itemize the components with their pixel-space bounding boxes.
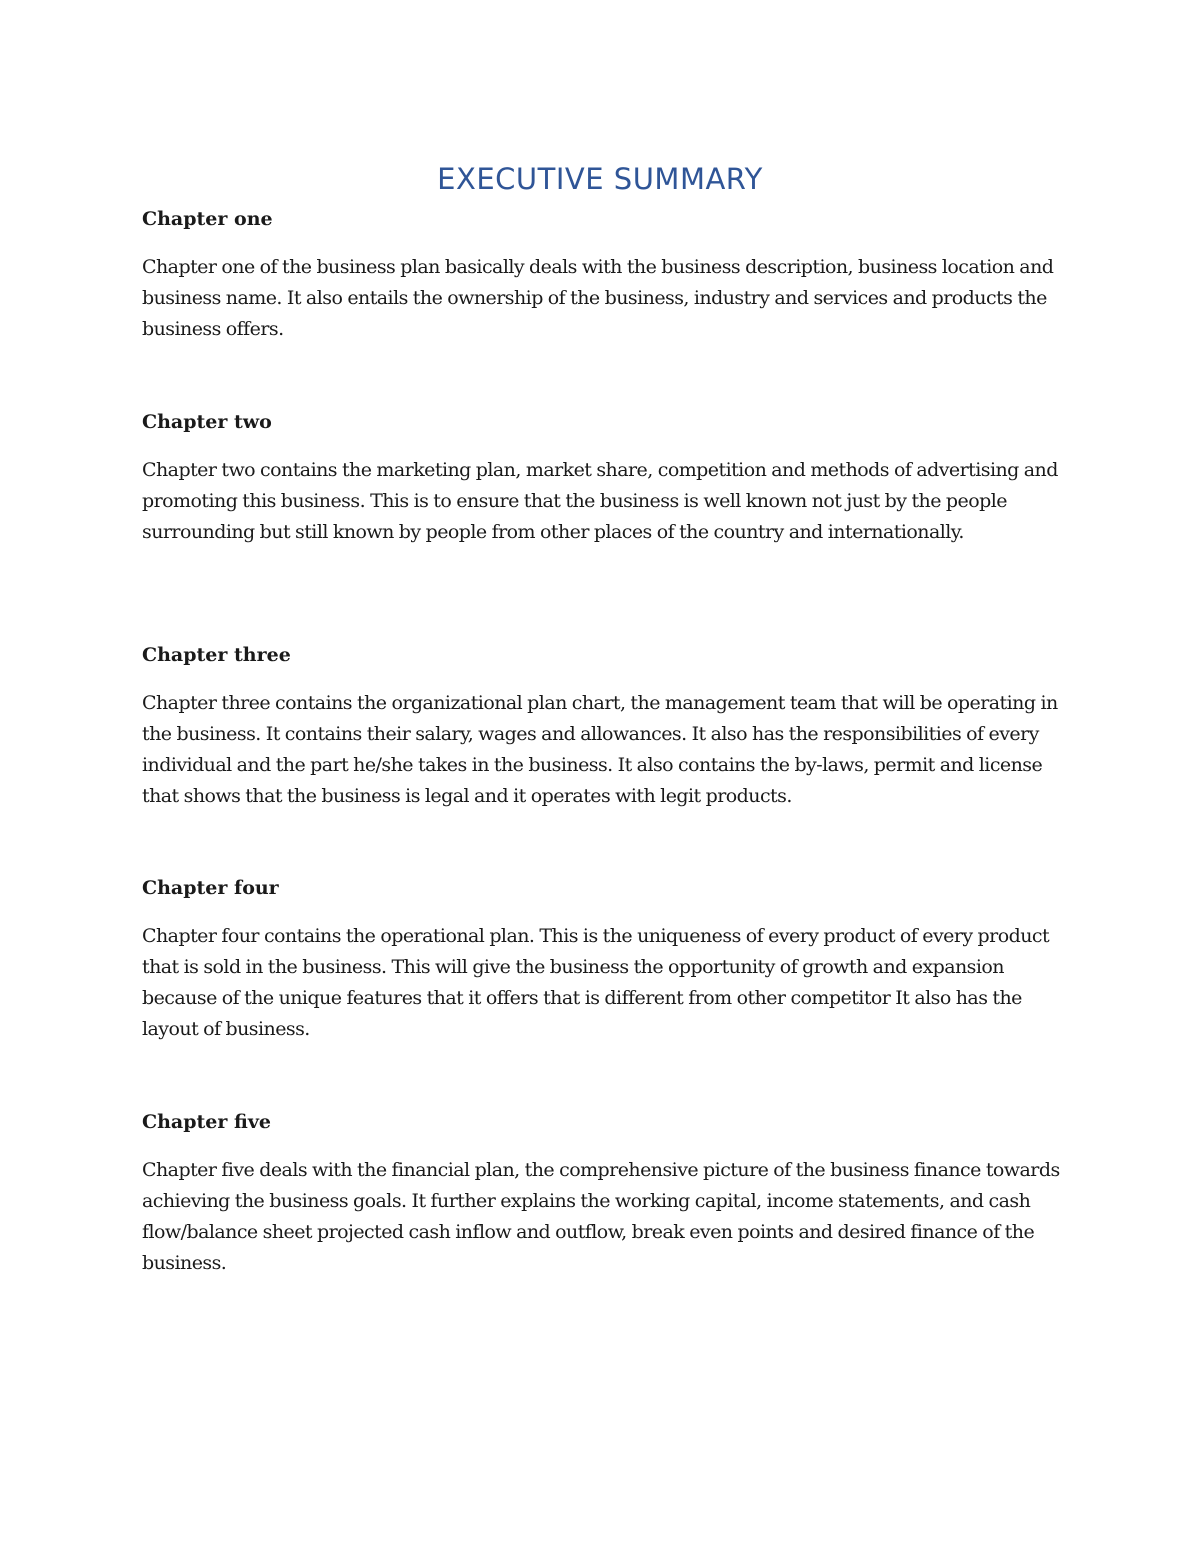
section-body: Chapter one of the business plan basically deals with the business description, business location and business name. It also entails the ownership of the business, industry and services and products the business offers. <box>142 256 1054 340</box>
section-chapter-three <box>142 642 1072 812</box>
section-chapter-four <box>142 875 1072 1045</box>
section-heading: Chapter five <box>142 1111 271 1133</box>
section-body: Chapter two contains the marketing plan, market share, competition and methods of advertising and promoting this business. This is to ensure that the business is well known not just by the people surrounding but still known by people from other places of the country and internationally. <box>142 459 1058 543</box>
document-title: EXECUTIVE SUMMARY <box>437 162 763 196</box>
section-chapter-one <box>142 206 1072 345</box>
section-body: Chapter three contains the organizational plan chart, the management team that will be operating in the business. It contains their salary, wages and allowances. It also has the responsibilities of every individual and the part he/she takes in the business. It also contains the by-laws, permit and license that shows that the business is legal and it operates with legit products. <box>142 692 1058 807</box>
section-heading: Chapter one <box>142 208 273 230</box>
section-heading: Chapter two <box>142 411 272 433</box>
section-chapter-two <box>142 409 1072 548</box>
section-heading: Chapter three <box>142 644 291 666</box>
section-heading: Chapter four <box>142 877 279 899</box>
section-chapter-five <box>142 1109 1072 1279</box>
section-body: Chapter four contains the operational plan. This is the uniqueness of every product of every product that is sold in the business. This will give the business the opportunity of growth and expansion because of the unique features that it offers that is different from other competitor It also has the layout of business. <box>142 925 1050 1040</box>
section-body: Chapter five deals with the financial plan, the comprehensive picture of the business finance towards achieving the business goals. It further explains the working capital, income statements, and cash flow/balance sheet projected cash inflow and outflow, break even points and desired finance of the business. <box>142 1159 1060 1274</box>
